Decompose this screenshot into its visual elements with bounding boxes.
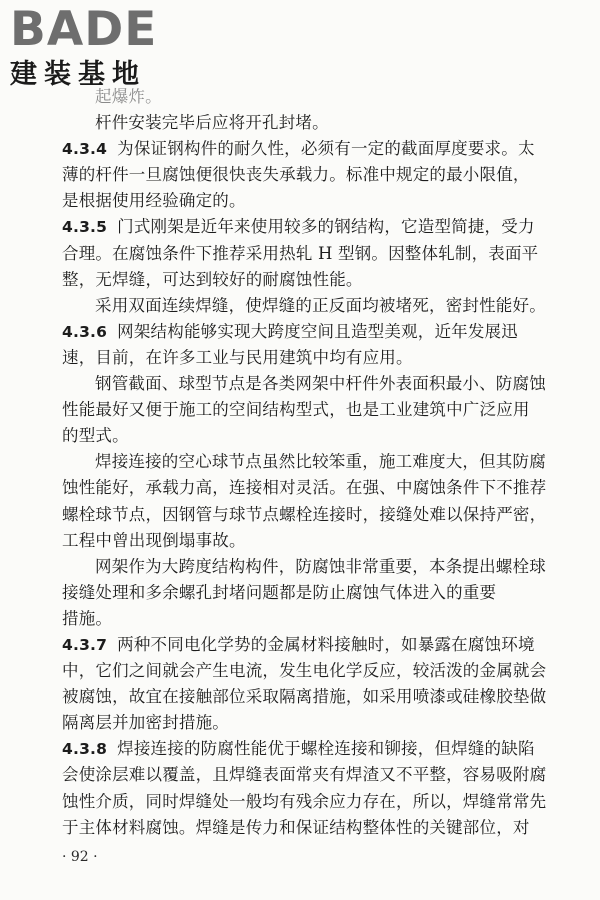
- text-line: [62, 423, 556, 449]
- clause-line: [62, 736, 556, 762]
- line-text: 蚀性介质，同时焊缝处一般均有残余应力存在，所以，焊缝常常先: [62, 791, 547, 811]
- logo-wordmark: BADE: [10, 2, 158, 57]
- clause-line: [62, 319, 556, 345]
- page-number: · 92 ·: [62, 849, 98, 865]
- line-text: 钢管截面、球型节点是各类网架中杆件外表面积最小、防腐蚀: [95, 374, 546, 394]
- line-text: 速，目前，在许多工业与民用建筑中均有应用。: [62, 347, 413, 367]
- line-text: 隔离层并加密封措施。: [62, 713, 229, 733]
- line-text: 网架结构能够实现大跨度空间且造型美观，近年发展迅: [117, 321, 518, 341]
- text-line: [62, 449, 556, 475]
- line-text: 杆件安装完毕后应将开孔封堵。: [95, 113, 329, 133]
- line-text: 蚀性能好，承载力高，连接相对灵活。在强、中腐蚀条件下不推荐: [62, 478, 547, 498]
- text-line: [62, 710, 556, 736]
- line-text: 螺栓球节点，因钢管与球节点螺栓连接时，接缝处难以保持严密，: [62, 504, 547, 524]
- document-body: [62, 84, 556, 841]
- text-line: [62, 789, 556, 815]
- line-text: 会使涂层难以覆盖，且焊缝表面常夹有焊渣又不平整，容易吸附腐: [62, 765, 547, 785]
- line-text: 采用双面连续焊缝，使焊缝的正反面均被堵死，密封性能好。: [95, 295, 546, 315]
- text-line: [62, 267, 556, 293]
- text-line: [62, 397, 556, 423]
- text-line: [62, 371, 556, 397]
- line-text: 于主体材料腐蚀。焊缝是传力和保证结构整体性的关键部位，对: [62, 817, 530, 837]
- text-line: [62, 502, 556, 528]
- line-text: 被腐蚀，故宜在接触部位采取隔离措施，如采用喷漆或硅橡胶垫做: [62, 687, 547, 707]
- text-line: [62, 528, 556, 554]
- line-text: 接缝处理和多余螺孔封堵问题都是防止腐蚀气体进入的重要: [62, 582, 497, 602]
- line-text: 措施。: [62, 608, 113, 628]
- line-text: 网架作为大跨度结构构件，防腐蚀非常重要，本条提出螺栓球: [95, 556, 546, 576]
- clause-number: 4.3.6: [62, 322, 108, 341]
- clause-number: 4.3.4: [62, 140, 108, 159]
- text-line: [62, 475, 556, 501]
- line-text: 薄的杆件一旦腐蚀便很快丧失承载力。标准中规定的最小限值，: [62, 165, 530, 185]
- text-line: [62, 84, 556, 110]
- logo-subtitle: 建装基地: [10, 59, 146, 90]
- text-line: [62, 762, 556, 788]
- line-text: 是根据使用经验确定的。: [62, 191, 246, 211]
- text-line: [62, 684, 556, 710]
- line-text: 两种不同电化学势的金属材料接触时，如暴露在腐蚀环境: [117, 634, 535, 654]
- text-line: [62, 241, 556, 267]
- line-text: 焊接连接的空心球节点虽然比较笨重，施工难度大，但其防腐: [95, 452, 546, 472]
- line-text: 为保证钢构件的耐久性，必须有一定的截面厚度要求。太: [117, 139, 535, 159]
- text-line: [62, 815, 556, 841]
- clause-number: 4.3.5: [62, 218, 108, 237]
- text-line: [62, 580, 556, 606]
- line-text: 起爆炸。: [95, 87, 162, 106]
- line-text: 合理。在腐蚀条件下推荐采用热轧 H 型钢。因整体轧制，表面平: [62, 243, 539, 263]
- clause-line: [62, 136, 556, 162]
- line-text: 中，它们之间就会产生电流，发生电化学反应，较活泼的金属就会: [62, 661, 547, 681]
- text-line: [62, 188, 556, 214]
- clause-line: [62, 632, 556, 658]
- line-text: 的型式。: [62, 426, 129, 446]
- text-line: [62, 606, 556, 632]
- clause-number: 4.3.8: [62, 740, 108, 759]
- line-text: 性能最好又便于施工的空间结构型式，也是工业建筑中广泛应用: [62, 400, 530, 420]
- text-line: [62, 345, 556, 371]
- text-line: [62, 658, 556, 684]
- text-line: [62, 110, 556, 136]
- text-line: [62, 293, 556, 319]
- bade-logo: [10, 2, 175, 92]
- clause-line: [62, 214, 556, 240]
- line-text: 工程中曾出现倒塌事故。: [62, 530, 246, 550]
- line-text: 焊接连接的防腐性能优于螺栓连接和铆接，但焊缝的缺陷: [117, 739, 535, 759]
- line-text: 门式刚架是近年来使用较多的钢结构，它造型简捷，受力: [117, 217, 535, 237]
- line-text: 整，无焊缝，可达到较好的耐腐蚀性能。: [62, 269, 363, 289]
- text-line: [62, 162, 556, 188]
- text-line: [62, 554, 556, 580]
- clause-number: 4.3.7: [62, 635, 108, 654]
